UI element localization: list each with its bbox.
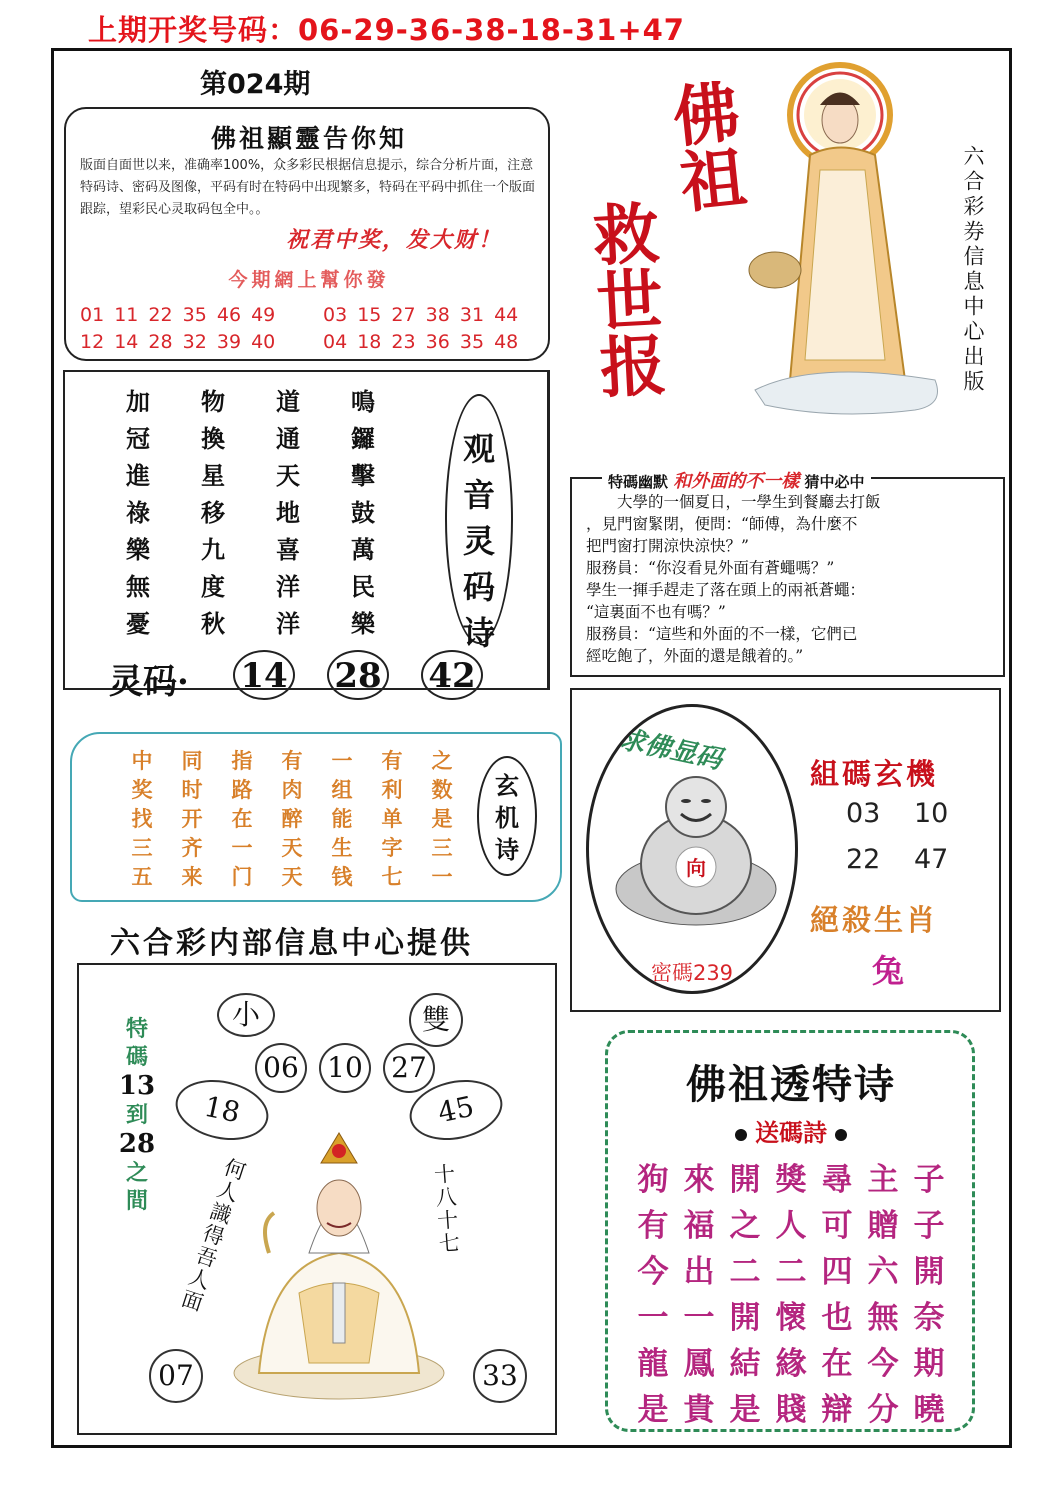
laughing-buddha-image	[611, 769, 781, 929]
poem-char: 今	[637, 1254, 669, 1290]
poem-grid	[110, 384, 410, 641]
joke-line: 學生一揮手趕走了落在頭上的兩衹蒼蠅：	[586, 581, 866, 599]
poem-char: 组	[331, 777, 353, 802]
poem-char: 之	[729, 1208, 761, 1244]
joke-line: 服務員：“這些和外面的不一樣，它們已	[586, 625, 858, 643]
label-char: 灵	[462, 522, 495, 560]
number-row: 03 15 27 38 31 44	[323, 304, 519, 326]
tema-range	[115, 1015, 159, 1215]
guanyin-label	[447, 426, 511, 656]
poem-char: 一	[231, 835, 253, 860]
poem-char: 天	[281, 835, 303, 860]
poem-char: 齐	[181, 835, 203, 860]
number-row: 04 18 23 36 35 48	[323, 331, 519, 353]
special-poem-box	[605, 1030, 975, 1432]
poem-char: 懷	[775, 1300, 807, 1336]
poem-char: 也	[821, 1300, 853, 1336]
poem-char: 洋	[276, 609, 300, 638]
poem-char: 是	[729, 1392, 761, 1428]
poem-char: 门	[231, 864, 253, 889]
tema-number: 27	[383, 1043, 435, 1093]
lingma-number: 42	[421, 650, 483, 700]
poem-char: 一	[683, 1300, 715, 1336]
poem-char: 加	[126, 387, 150, 416]
poem-char: 五	[131, 864, 153, 889]
poem-char: 度	[201, 572, 225, 601]
guanyin-oval	[445, 394, 513, 652]
poem-char: 物	[201, 387, 225, 416]
label-char: 玄	[495, 771, 519, 800]
paper-title-line: 佛祖	[658, 76, 750, 216]
poem-char: 肉	[281, 777, 303, 802]
range-part: 碼	[125, 1044, 148, 1070]
poem-box	[63, 370, 550, 702]
poem-char: 一	[331, 748, 353, 773]
poem-char: 喜	[276, 535, 300, 564]
joke-header	[602, 467, 871, 493]
tema-number: 06	[255, 1043, 307, 1093]
tag-small: 小	[217, 993, 275, 1037]
tag-double: 雙	[409, 993, 463, 1047]
poem-char: 九	[201, 535, 225, 564]
poem-char: 钱	[331, 864, 353, 889]
buddha-char: 向	[686, 856, 706, 880]
poem-char: 可	[821, 1208, 853, 1244]
joke-text	[586, 491, 1000, 667]
range-part: 特	[125, 1016, 148, 1042]
poem-char: 鳴	[351, 387, 375, 416]
label-char: 码	[462, 568, 495, 606]
poem-char: 結	[729, 1346, 761, 1382]
poem-char: 鼓	[351, 498, 375, 527]
poem-char: 期	[913, 1346, 945, 1382]
xuanji-box	[70, 732, 562, 902]
paper-title-primary	[658, 76, 750, 216]
combo-box	[570, 688, 1001, 1012]
poem-char: 天	[276, 461, 300, 490]
paper-title-secondary	[580, 198, 668, 400]
issue-number: 第024期	[200, 69, 311, 100]
poem-char: 三	[131, 835, 153, 860]
number-row: 01 11 22 35 46 49	[80, 304, 276, 326]
notice-box	[64, 107, 550, 361]
joke-line: 服務員：“你沒看見外面有蒼蠅嗎？”	[586, 559, 835, 577]
label-char: 观	[462, 430, 495, 468]
poem-char: 来	[181, 864, 203, 889]
tema-box	[77, 963, 557, 1435]
poem-char: 擊	[351, 461, 375, 490]
notice-subtitle: 今期網上幫你發	[228, 269, 390, 291]
poem-char: 是	[431, 806, 453, 831]
poem-char: 同	[181, 748, 203, 773]
combo-number: 22	[846, 844, 881, 875]
range-start: 13	[118, 1071, 156, 1101]
poem-char: 賤	[775, 1392, 807, 1428]
poem-char: 出	[683, 1254, 715, 1290]
poem-char: 民	[351, 572, 375, 601]
poem-char: 是	[637, 1392, 669, 1428]
poem-char: 祿	[126, 498, 150, 527]
poem-char: 狗	[637, 1162, 669, 1198]
special-subtitle-text: 送碼詩	[755, 1118, 827, 1147]
poem-char: 子	[913, 1208, 945, 1244]
poem-char: 四	[821, 1254, 853, 1290]
poem-char: 無	[126, 572, 150, 601]
joke-line: 大學的一個夏日，一學生到餐廳去打飯	[586, 493, 881, 511]
poem-char: 進	[126, 461, 150, 490]
poem-char: 二	[729, 1254, 761, 1290]
poem-char: 天	[281, 864, 303, 889]
joke-header-title: 和外面的不一樣	[673, 471, 800, 492]
poem-char: 一	[431, 864, 453, 889]
poem-char: 憂	[126, 609, 150, 638]
tema-number: 33	[473, 1349, 527, 1403]
poem-char: 秋	[201, 609, 225, 638]
poem-char: 開	[913, 1254, 945, 1290]
range-end: 28	[118, 1129, 156, 1159]
poem-char: 人	[775, 1208, 807, 1244]
poem-char: 六	[867, 1254, 899, 1290]
xuanji-grid	[117, 746, 467, 891]
poem-char: 一	[637, 1300, 669, 1336]
range-part: 間	[125, 1188, 148, 1214]
poem-char: 主	[867, 1162, 899, 1198]
poem-char: 洋	[276, 572, 300, 601]
range-part: 到	[125, 1102, 148, 1128]
lingma-number: 28	[327, 650, 389, 700]
standing-guanyin-image	[735, 60, 955, 420]
poem-char: 龍	[637, 1346, 669, 1382]
notice-title: 佛祖顯靈告你知	[210, 124, 407, 153]
poem-char: 道	[276, 387, 300, 416]
last-result: 上期开奖号码：06-29-36-38-18-31+47	[88, 13, 685, 47]
special-title: 佛祖透特诗	[686, 1061, 896, 1108]
tema-number: 18	[170, 1072, 274, 1148]
poem-char: 星	[201, 461, 225, 490]
number-row: 12 14 28 32 39 40	[80, 331, 276, 353]
poem-char: 來	[683, 1162, 715, 1198]
poem-char: 开	[181, 806, 203, 831]
label-char: 音	[462, 476, 495, 514]
poem-char: 找	[131, 806, 153, 831]
right-poem: 十八十七	[430, 1162, 462, 1256]
kill-zodiac-title: 絕殺生肖	[810, 903, 939, 937]
poem-char: 字	[381, 835, 403, 860]
notice-text: 版面自面世以来，准确率100%，众多彩民根据信息提示，综合分析片面，注意特码诗、密码及图像，平码有时在特码中出现繁多，特码在平码中抓住一个版面跟踪，望彩民心灵取码包全中。。	[80, 158, 536, 217]
bullet-icon	[835, 1129, 847, 1141]
kill-zodiac-value: 兔	[872, 952, 905, 990]
combo-number: 10	[914, 798, 949, 829]
poem-char: 贈	[867, 1208, 899, 1244]
poem-char: 樂	[126, 535, 150, 564]
publisher: 六合彩券信息中心出版	[961, 145, 985, 395]
poem-char: 分	[867, 1392, 899, 1428]
poem-char: 指	[231, 748, 253, 773]
poem-char: 能	[331, 806, 353, 831]
special-grid	[630, 1157, 952, 1433]
label-char: 诗	[495, 835, 519, 864]
combo-title: 組碼玄機	[810, 757, 939, 791]
range-part: 之	[125, 1160, 148, 1186]
bullet-icon	[735, 1129, 747, 1141]
poem-char: 貴	[683, 1392, 715, 1428]
poem-char: 在	[821, 1346, 853, 1382]
poem-char: 生	[331, 835, 353, 860]
poem-char: 鳳	[683, 1346, 715, 1382]
poem-char: 数	[431, 777, 453, 802]
poem-char: 尋	[821, 1162, 853, 1198]
poem-char: 奖	[131, 777, 153, 802]
poem-char: 有	[637, 1208, 669, 1244]
poem-char: 路	[231, 777, 253, 802]
label-char: 机	[495, 803, 519, 832]
poem-char: 之	[431, 748, 453, 773]
xuanji-oval	[477, 756, 537, 876]
poem-char: 二	[775, 1254, 807, 1290]
poem-char: 七	[381, 864, 403, 889]
poem-char: 鑼	[351, 424, 375, 453]
poem-char: 開	[729, 1300, 761, 1336]
poem-char: 緣	[775, 1346, 807, 1382]
poem-char: 無	[867, 1300, 899, 1336]
joke-header-post: 猜中必中	[804, 473, 865, 491]
poem-char: 樂	[351, 609, 375, 638]
poem-char: 移	[201, 498, 225, 527]
poem-char: 有	[381, 748, 403, 773]
poem-char: 有	[281, 748, 303, 773]
left-poem: 何人識得吾人面	[176, 1154, 249, 1316]
combo-number: 47	[914, 844, 949, 875]
poem-char: 时	[181, 777, 203, 802]
poem-char: 開	[729, 1162, 761, 1198]
joke-header-pre: 特碼幽默	[608, 473, 669, 491]
poem-char: 单	[381, 806, 403, 831]
joke-box	[570, 471, 1005, 677]
tema-number: 45	[404, 1072, 508, 1148]
buddha-oval	[586, 704, 798, 994]
poem-char: 三	[431, 835, 453, 860]
poem-char: 在	[231, 806, 253, 831]
tema-number: 10	[319, 1043, 371, 1093]
joke-line: 把門窗打開涼快涼快？”	[586, 537, 749, 555]
poem-char: 辯	[821, 1392, 853, 1428]
paper-title-line: 救世报	[579, 198, 669, 400]
joke-line: “這裏面不也有嗎？”	[586, 603, 726, 621]
poem-char: 醉	[281, 806, 303, 831]
poem-char: 子	[913, 1162, 945, 1198]
poem-char: 冠	[126, 424, 150, 453]
poem-char: 地	[276, 498, 300, 527]
special-subtitle	[608, 1113, 974, 1148]
poem-char: 通	[276, 424, 300, 453]
poem-char: 今	[867, 1346, 899, 1382]
joke-line: ，見門窗緊閉，便問：“師傅，為什麼不	[586, 515, 858, 533]
provider-text: 六合彩内部信息中心提供	[110, 926, 473, 961]
poem-char: 奈	[913, 1300, 945, 1336]
poem-char: 福	[683, 1208, 715, 1244]
seated-guanyin-image	[229, 1103, 449, 1403]
notice-wish: 祝君中奖，发大财！	[286, 228, 503, 253]
poem-char: 獎	[775, 1162, 807, 1198]
secret-code: 密碼239	[650, 961, 734, 985]
lingma-number: 14	[233, 650, 295, 700]
xuanji-label	[479, 770, 535, 866]
lingma-label: 灵码·	[109, 662, 189, 702]
poem-char: 中	[131, 748, 153, 773]
combo-number: 03	[846, 798, 881, 829]
label-char: 诗	[462, 614, 495, 652]
poem-char: 萬	[351, 535, 375, 564]
joke-line: 經吃飽了，外面的還是餓着的。”	[586, 647, 804, 665]
tema-number: 07	[149, 1349, 203, 1403]
poem-char: 換	[201, 424, 225, 453]
buddha-title: 求佛显码	[616, 724, 725, 776]
poem-char: 利	[381, 777, 403, 802]
poem-char: 曉	[913, 1392, 945, 1428]
